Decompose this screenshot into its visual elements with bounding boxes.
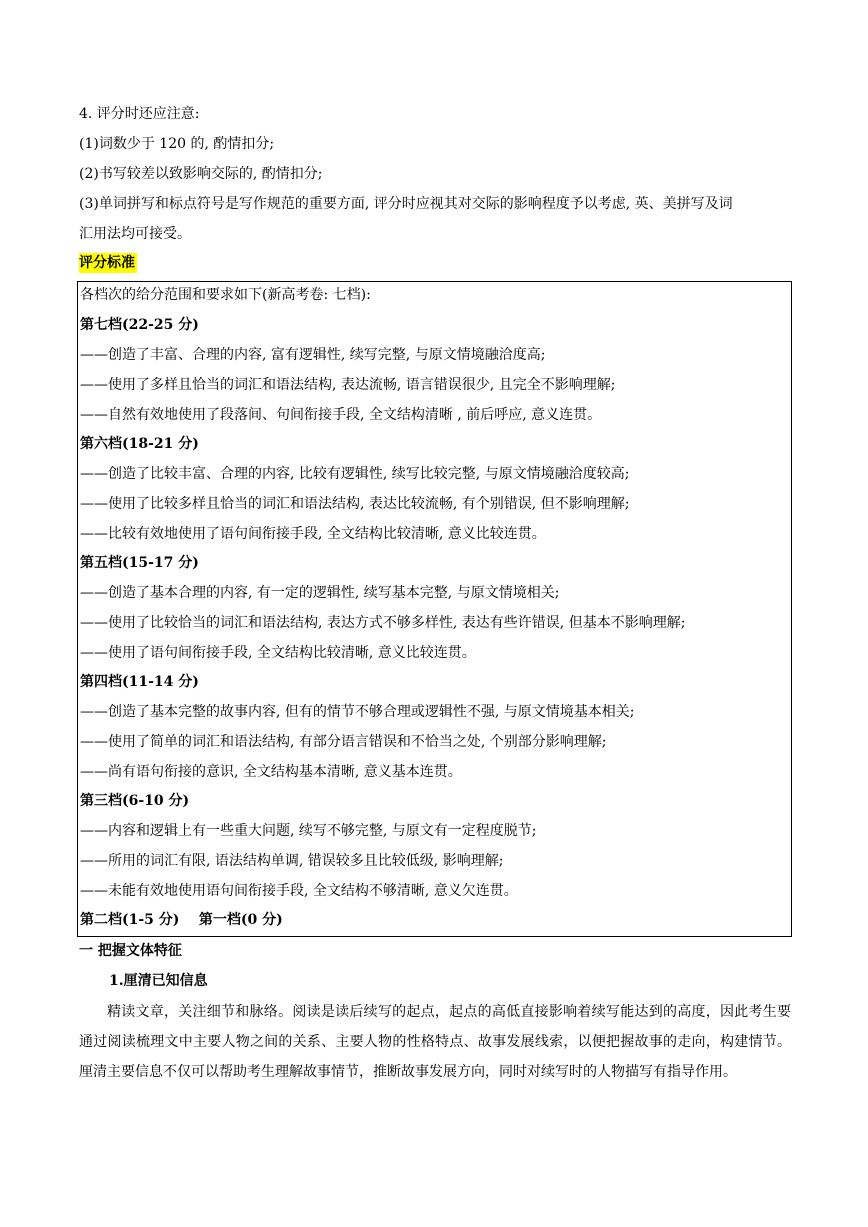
level-item: ——尚有语句衔接的意识, 全文结构基本清晰, 意义基本连贯。 [80,764,462,780]
note-item: (2)书写较差以致影响交际的, 酌情扣分; [79,166,323,182]
level-item: ——创造了比较丰富、合理的内容, 比较有逻辑性, 续写比较完整, 与原文情境融洽度较高; [80,466,630,482]
note-item: (3)单词拼写和标点符号是写作规范的重要方面, 评分时应视其对交际的影响程度予以考虑, 英、美拼写及词 [79,196,733,212]
level-title: 第六档(18-21 分) [80,436,199,452]
note-item: 汇用法均可接受。 [79,226,191,242]
level-item: ——使用了简单的词汇和语法结构, 有部分语言错误和不恰当之处, 个别部分影响理解; [80,734,607,750]
level-title: 第七档(22-25 分) [80,317,199,333]
level-item: ——使用了比较多样且恰当的词汇和语法结构, 表达比较流畅, 有个别错误, 但不影响理解; [80,496,630,512]
level-title: 第三档(6-10 分) [80,793,190,809]
note-item: (1)词数少于 120 的, 酌情扣分; [79,136,275,152]
level-item: ——使用了多样且恰当的词汇和语法结构, 表达流畅, 语言错误很少, 且完全不影响理解; [80,377,616,393]
level-item: ——创造了基本合理的内容, 有一定的逻辑性, 续写基本完整, 与原文情境相关; [80,585,560,601]
level-item: ——创造了丰富、合理的内容, 富有逻辑性, 续写完整, 与原文情境融洽度高; [80,347,546,363]
level-title-last: 第二档(1-5 分) 第一档(0 分) [80,912,283,928]
level-title: 第四档(11-14 分) [80,674,199,690]
level-item: ——未能有效地使用语句间衔接手段, 全文结构不够清晰, 意义欠连贯。 [80,883,518,899]
section-paragraph: 精读文章，关注细节和脉络。阅读是读后续写的起点，起点的高低直接影响着续写能达到的高度，因此考生要通过阅读梳理文中主要人物之间的关系、主要人物的性格特点、故事发展线索，以便把握故事的走向，构建情节。厘清主要信息不仅可以帮助考生理解故事情节，推断故事发展方向，同时对续写时的人物描写有指导作用。 [79,1004,791,1080]
level-item: ——比较有效地使用了语句间衔接手段, 全文结构比较清晰, 意义比较连贯。 [80,526,546,542]
level-item: ——使用了比较恰当的词汇和语法结构, 表达方式不够多样性, 表达有些许错误, 但基本不影响理解; [80,615,686,631]
criteria-label: 评分标准 [79,255,135,271]
section-title: 一 把握文体特征 [79,943,182,959]
level-item: ——内容和逻辑上有一些重大问题, 续写不够完整, 与原文有一定程度脱节; [80,823,537,839]
notes-heading: 4. 评分时还应注意: [79,106,200,122]
level-item: ——自然有效地使用了段落间、句间衔接手段, 全文结构清晰 , 前后呼应, 意义连贯。 [80,407,602,423]
criteria-box [77,281,792,937]
level-item: ——所用的词汇有限, 语法结构单调, 错误较多且比较低级, 影响理解; [80,853,504,869]
criteria-intro: 各档次的给分范围和要求如下(新高考卷: 七档): [80,287,371,303]
level-item: ——创造了基本完整的故事内容, 但有的情节不够合理或逻辑性不强, 与原文情境基本相关; [80,704,635,720]
level-item: ——使用了语句间衔接手段, 全文结构比较清晰, 意义比较连贯。 [80,645,476,661]
section-subtitle: 1.厘清已知信息 [109,973,208,989]
level-title: 第五档(15-17 分) [80,555,199,571]
